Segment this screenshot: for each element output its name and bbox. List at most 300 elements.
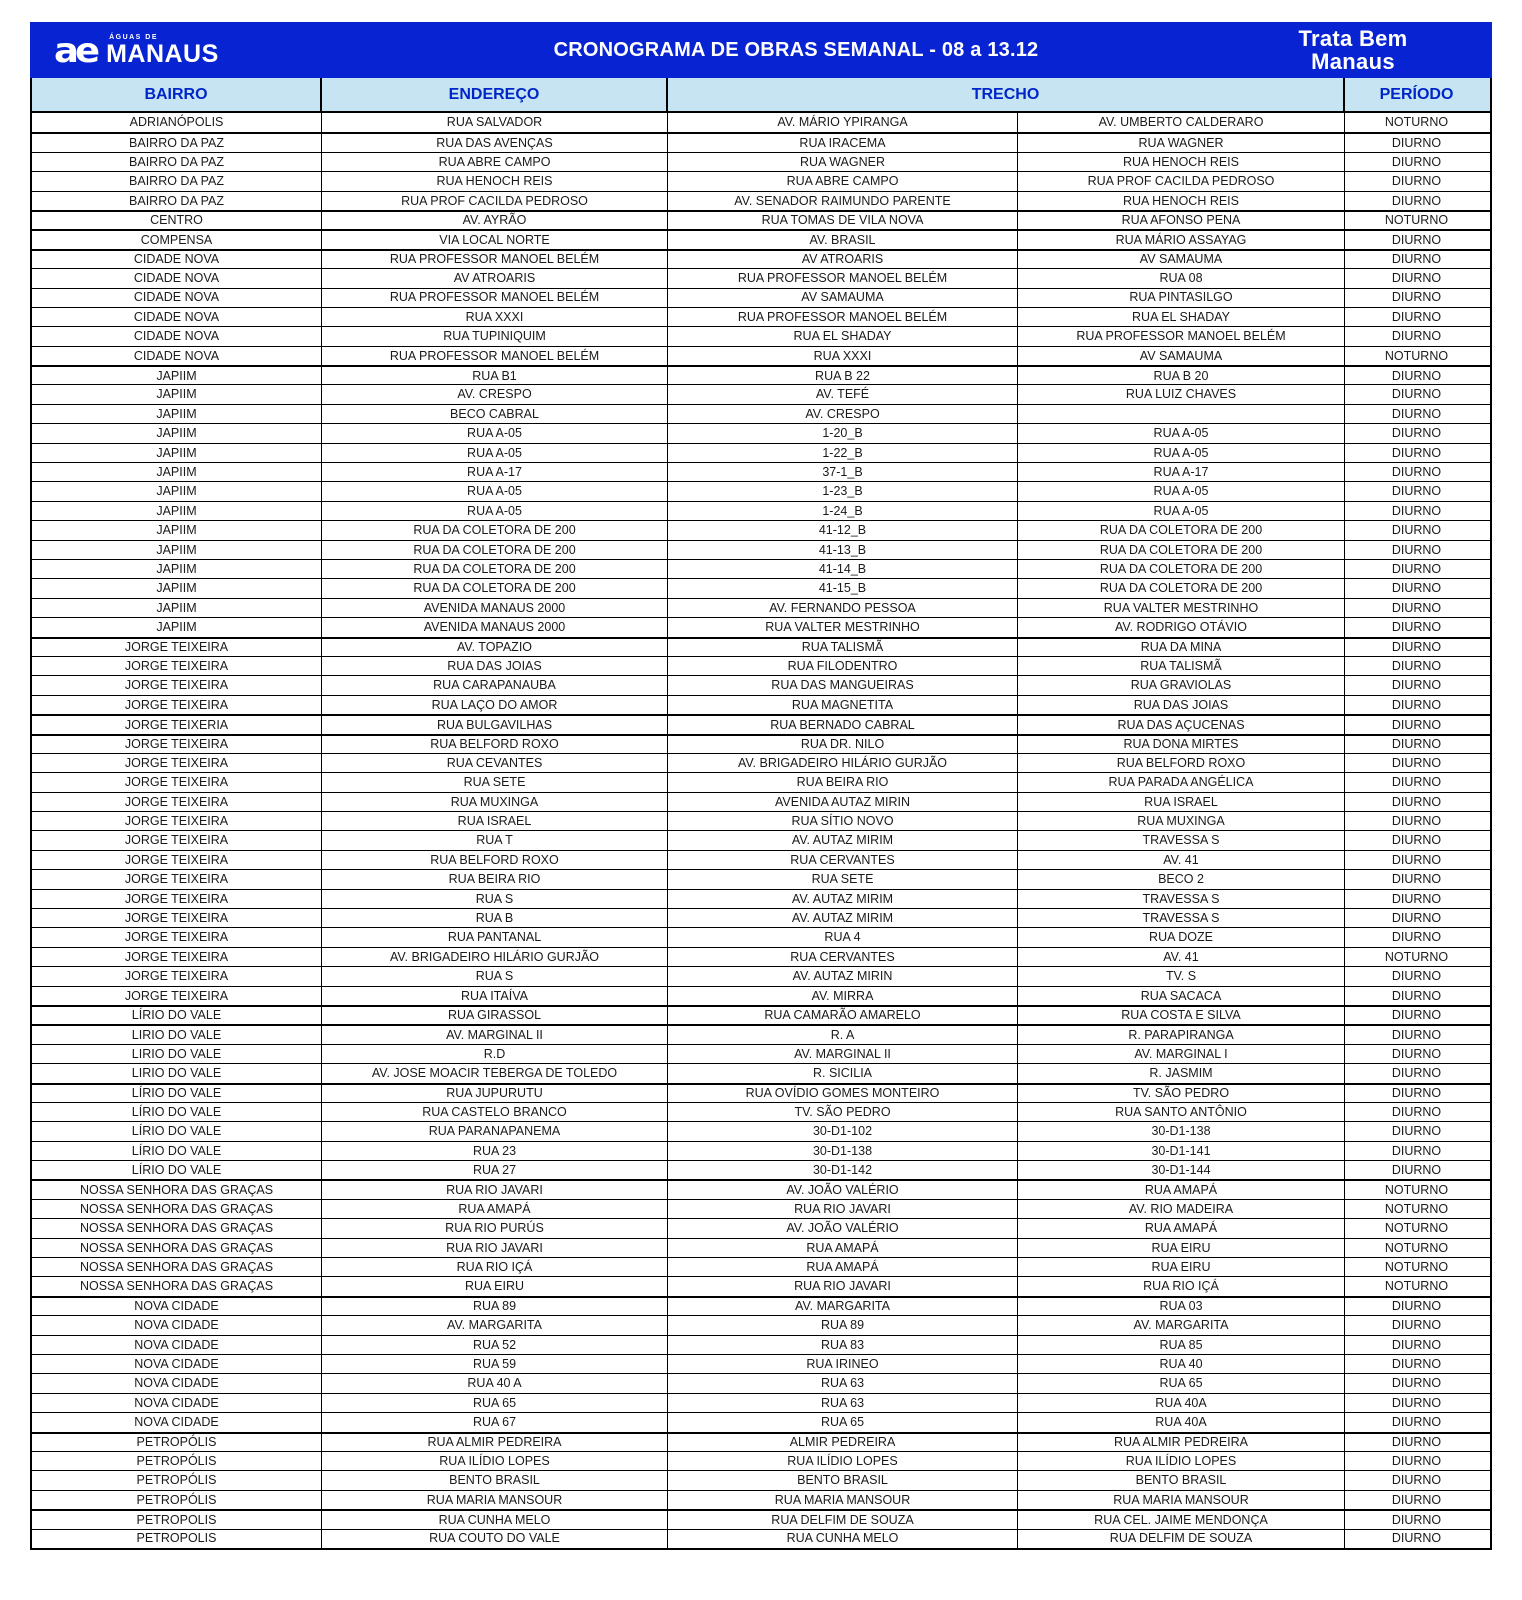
cell-periodo: DIURNO — [1391, 406, 1442, 421]
cell-periodo: DIURNO — [1391, 329, 1442, 344]
cell-periodo: DIURNO — [1391, 271, 1442, 286]
cell-trecho-from: RUA IRACEMA — [668, 134, 1018, 151]
cell-trecho-from: RUA SÍTIO NOVO — [668, 812, 1018, 830]
cell-trecho-to: RUA DA COLETORA DE 200 — [1018, 560, 1345, 578]
cell-endereco: RUA 89 — [322, 1298, 668, 1315]
cell-trecho-to: RUA VALTER MESTRINHO — [1018, 599, 1345, 617]
cell-endereco: RUA A-17 — [322, 463, 668, 481]
cell-trecho-to: RUA MÁRIO ASSAYAG — [1018, 231, 1345, 248]
cell-bairro: LIRIO DO VALE — [32, 1064, 322, 1082]
cell-trecho-to: RUA MUXINGA — [1018, 812, 1345, 830]
table-row — [32, 1470, 1490, 1489]
cell-endereco: RUA SETE — [322, 773, 668, 791]
cell-endereco: RUA BELFORD ROXO — [322, 851, 668, 869]
table-row — [32, 1373, 1490, 1392]
cell-endereco: RUA MARIA MANSOUR — [322, 1491, 668, 1509]
cell-bairro: NOVA CIDADE — [32, 1336, 322, 1354]
cell-bairro: JAPIIM — [32, 385, 322, 403]
table-row — [32, 1276, 1490, 1295]
cell-endereco: RUA AMAPÁ — [322, 1200, 668, 1218]
cell-periodo: DIURNO — [1391, 561, 1442, 576]
cell-endereco: RUA GIRASSOL — [322, 1007, 668, 1024]
cell-trecho-to: RUA BELFORD ROXO — [1018, 754, 1345, 772]
cell-trecho-to: RUA COSTA E SILVA — [1018, 1007, 1345, 1024]
cell-endereco: AVENIDA MANAUS 2000 — [322, 599, 668, 617]
table-header-row — [32, 78, 1490, 113]
cell-bairro: JORGE TEIXEIRA — [32, 676, 322, 694]
cell-bairro: JORGE TEIXEIRA — [32, 773, 322, 791]
cell-periodo: NOTURNO — [1384, 1201, 1449, 1216]
cell-periodo: DIURNO — [1391, 368, 1442, 383]
cell-bairro: JORGE TEIXEIRA — [32, 793, 322, 811]
cell-endereco: RUA LAÇO DO AMOR — [322, 696, 668, 714]
cell-trecho-to — [1018, 405, 1345, 423]
table-row — [32, 1199, 1490, 1218]
cell-trecho-to: R. JASMIM — [1018, 1064, 1345, 1082]
cell-periodo: DIURNO — [1391, 1356, 1442, 1371]
cell-periodo: DIURNO — [1391, 814, 1442, 828]
table-row — [32, 889, 1490, 908]
table-row — [32, 268, 1490, 287]
cell-periodo: DIURNO — [1391, 1415, 1442, 1430]
cell-endereco: RUA DA COLETORA DE 200 — [322, 579, 668, 597]
cell-periodo: DIURNO — [1391, 1066, 1442, 1081]
cell-endereco: RUA ABRE CAMPO — [322, 153, 668, 171]
cell-trecho-to: RUA A-05 — [1018, 482, 1345, 500]
cell-trecho-to: BENTO BRASIL — [1018, 1471, 1345, 1489]
cell-trecho-to: RUA 40A — [1018, 1413, 1345, 1431]
table-row — [32, 1509, 1490, 1528]
table-row — [32, 1335, 1490, 1354]
cell-trecho-to: RUA PINTASILGO — [1018, 289, 1345, 307]
cell-trecho-to: RUA AMAPÁ — [1018, 1219, 1345, 1237]
table-row — [32, 171, 1490, 190]
cell-bairro: LIRIO DO VALE — [32, 1026, 322, 1043]
cell-trecho-from: AV. CRESPO — [668, 405, 1018, 423]
cell-endereco: RUA 67 — [322, 1413, 668, 1431]
table-row — [32, 384, 1490, 403]
cell-endereco: RUA EIRU — [322, 1277, 668, 1295]
cell-trecho-from: 1-24_B — [668, 502, 1018, 520]
cell-trecho-to: RUA A-05 — [1018, 502, 1345, 520]
cell-endereco: RUA 27 — [322, 1161, 668, 1179]
table-row — [32, 1141, 1490, 1160]
cell-endereco: AV. AYRÃO — [322, 212, 668, 229]
cell-trecho-from: 41-13_B — [668, 541, 1018, 559]
cell-bairro: NOVA CIDADE — [32, 1298, 322, 1315]
cell-trecho-from: RUA WAGNER — [668, 153, 1018, 171]
table-row — [32, 811, 1490, 830]
cell-trecho-to: RUA 65 — [1018, 1374, 1345, 1392]
cell-trecho-to: RUA A-05 — [1018, 424, 1345, 442]
cell-bairro: JORGE TEIXEIRA — [32, 928, 322, 946]
table-row — [32, 947, 1490, 966]
cell-trecho-to: RUA HENOCH REIS — [1018, 192, 1345, 210]
cell-periodo: DIURNO — [1391, 1473, 1442, 1488]
cell-bairro: JAPIIM — [32, 618, 322, 636]
cell-bairro: CIDADE NOVA — [32, 251, 322, 268]
cell-periodo: DIURNO — [1391, 193, 1442, 208]
cell-trecho-to: RUA LUIZ CHAVES — [1018, 385, 1345, 403]
cell-trecho-to: AV SAMAUMA — [1018, 251, 1345, 268]
table-row — [32, 792, 1490, 811]
cell-endereco: AV. JOSE MOACIR TEBERGA DE TOLEDO — [322, 1064, 668, 1082]
cell-periodo: DIURNO — [1391, 988, 1442, 1003]
cell-trecho-to: RUA MARIA MANSOUR — [1018, 1491, 1345, 1509]
table-row — [32, 152, 1490, 171]
table-row — [32, 1044, 1490, 1063]
cell-periodo: DIURNO — [1391, 833, 1442, 848]
cell-bairro: JORGE TEIXEIRA — [32, 967, 322, 985]
table-row — [32, 966, 1490, 985]
cell-endereco: RUA A-05 — [322, 502, 668, 520]
cell-bairro: CIDADE NOVA — [32, 308, 322, 326]
cell-trecho-from: 30-D1-138 — [668, 1142, 1018, 1160]
cell-trecho-from: RUA VALTER MESTRINHO — [668, 618, 1018, 636]
cell-endereco: RUA TUPINIQUIM — [322, 327, 668, 345]
cell-periodo: DIURNO — [1391, 1512, 1442, 1527]
cell-trecho-from: RUA PROFESSOR MANOEL BELÉM — [668, 269, 1018, 287]
cell-trecho-from: RUA DAS MANGUEIRAS — [668, 676, 1018, 694]
table-row — [32, 1160, 1490, 1179]
cell-endereco: RUA MUXINGA — [322, 793, 668, 811]
cell-trecho-from: AV SAMAUMA — [668, 289, 1018, 307]
cell-endereco: RUA A-05 — [322, 424, 668, 442]
cell-bairro: CIDADE NOVA — [32, 269, 322, 287]
cell-periodo: DIURNO — [1391, 464, 1442, 479]
cell-trecho-from: AV. TEFÉ — [668, 385, 1018, 403]
cell-trecho-from: AVENIDA AUTAZ MIRIN — [668, 793, 1018, 811]
cell-trecho-from: AV. BRASIL — [668, 231, 1018, 248]
cell-trecho-from: RUA ABRE CAMPO — [668, 172, 1018, 190]
trata-bem-manaus-logo — [1238, 27, 1468, 73]
cell-bairro: BAIRRO DA PAZ — [32, 172, 322, 190]
column-header-periodo: PERÍODO — [1379, 85, 1454, 103]
cell-trecho-to: RUA DAS AÇUCENAS — [1018, 716, 1345, 733]
cell-periodo: DIURNO — [1391, 1453, 1442, 1468]
cell-periodo: DIURNO — [1391, 387, 1442, 402]
cell-periodo: NOTURNO — [1384, 348, 1449, 363]
cell-trecho-to: AV. MARGARITA — [1018, 1316, 1345, 1334]
cell-endereco: RUA ALMIR PEDREIRA — [322, 1434, 668, 1451]
cell-trecho-to: TV. SÃO PEDRO — [1018, 1085, 1345, 1102]
cell-periodo: DIURNO — [1391, 426, 1442, 441]
cell-trecho-to: RUA WAGNER — [1018, 134, 1345, 151]
cell-bairro: NOVA CIDADE — [32, 1374, 322, 1392]
cell-trecho-from: 41-14_B — [668, 560, 1018, 578]
cell-trecho-to: RUA DELFIM DE SOUZA — [1018, 1530, 1345, 1548]
cell-bairro: JAPIIM — [32, 579, 322, 597]
cell-periodo: NOTURNO — [1384, 949, 1449, 964]
cell-periodo: NOTURNO — [1384, 1279, 1449, 1294]
cell-trecho-from: RUA TOMAS DE VILA NOVA — [668, 212, 1018, 229]
table-row — [32, 540, 1490, 559]
table-row — [32, 1005, 1490, 1024]
cell-trecho-to: TRAVESSA S — [1018, 890, 1345, 908]
cell-trecho-from: AV. BRIGADEIRO HILÁRIO GURJÃO — [668, 754, 1018, 772]
cell-trecho-to: RUA EIRU — [1018, 1239, 1345, 1257]
cell-trecho-from: RUA MAGNETITA — [668, 696, 1018, 714]
cell-periodo: DIURNO — [1391, 1492, 1442, 1507]
cell-endereco: RUA CUNHA MELO — [322, 1511, 668, 1528]
cell-periodo: DIURNO — [1391, 1046, 1442, 1061]
cell-bairro: JAPIIM — [32, 405, 322, 423]
cell-bairro: LÍRIO DO VALE — [32, 1122, 322, 1140]
cell-periodo: DIURNO — [1391, 930, 1442, 945]
cell-endereco: AV. CRESPO — [322, 385, 668, 403]
cell-periodo: DIURNO — [1391, 445, 1442, 460]
cell-trecho-from: 41-12_B — [668, 521, 1018, 539]
cell-bairro: JORGE TEIXEIRA — [32, 754, 322, 772]
cell-bairro: NOSSA SENHORA DAS GRAÇAS — [32, 1200, 322, 1218]
cell-bairro: JORGE TEIXEIRA — [32, 812, 322, 830]
cell-endereco: VIA LOCAL NORTE — [322, 231, 668, 248]
table-row — [32, 210, 1490, 229]
cell-bairro: NOSSA SENHORA DAS GRAÇAS — [32, 1277, 322, 1295]
cell-endereco: RUA SALVADOR — [322, 113, 668, 132]
cell-trecho-to: RUA PROF CACILDA PEDROSO — [1018, 172, 1345, 190]
cell-trecho-to: RUA DA COLETORA DE 200 — [1018, 579, 1345, 597]
cell-bairro: JORGE TEIXEIRA — [32, 987, 322, 1005]
table-row — [32, 1393, 1490, 1412]
cell-trecho-to: RUA DONA MIRTES — [1018, 736, 1345, 753]
cell-periodo: NOTURNO — [1384, 213, 1449, 228]
cell-trecho-to: RUA GRAVIOLAS — [1018, 676, 1345, 694]
brand-small-label: ÁGUAS DE — [109, 33, 159, 41]
cell-trecho-to: RUA A-17 — [1018, 463, 1345, 481]
cell-periodo: DIURNO — [1391, 1143, 1442, 1158]
cell-bairro: JORGE TEIXEIRA — [32, 831, 322, 849]
cell-endereco: RUA DA COLETORA DE 200 — [322, 521, 668, 539]
cell-periodo: DIURNO — [1391, 1008, 1442, 1023]
table-row — [32, 617, 1490, 636]
cell-bairro: JORGE TEIXEIRA — [32, 909, 322, 927]
cell-bairro: NOSSA SENHORA DAS GRAÇAS — [32, 1181, 322, 1198]
cell-trecho-from: AV ATROARIS — [668, 251, 1018, 268]
cell-trecho-from: RUA 4 — [668, 928, 1018, 946]
cell-periodo: DIURNO — [1391, 736, 1442, 751]
cell-endereco: RUA DAS JOIAS — [322, 657, 668, 675]
table-row — [32, 1296, 1490, 1315]
tagline-line1: Trata Bem — [1298, 25, 1408, 51]
cell-periodo: DIURNO — [1391, 891, 1442, 906]
cell-trecho-from: RUA IRINEO — [668, 1355, 1018, 1373]
cell-endereco: RUA BEIRA RIO — [322, 870, 668, 888]
cell-trecho-from: RUA SETE — [668, 870, 1018, 888]
table-row — [32, 229, 1490, 248]
cell-endereco: RUA PANTANAL — [322, 928, 668, 946]
cell-trecho-to: R. PARAPIRANGA — [1018, 1026, 1345, 1043]
table-row — [32, 481, 1490, 500]
cell-trecho-from: 41-15_B — [668, 579, 1018, 597]
cell-trecho-to: BECO 2 — [1018, 870, 1345, 888]
cell-bairro: JAPIIM — [32, 367, 322, 384]
cell-trecho-from: RUA AMAPÁ — [668, 1258, 1018, 1276]
cell-trecho-to: RUA DOZE — [1018, 928, 1345, 946]
cell-trecho-to: AV. RIO MADEIRA — [1018, 1200, 1345, 1218]
cell-periodo: DIURNO — [1391, 523, 1442, 538]
cell-endereco: RUA BULGAVILHAS — [322, 716, 668, 733]
cell-endereco: RUA PROFESSOR MANOEL BELÉM — [322, 251, 668, 268]
cell-bairro: JORGE TEIXEIRA — [32, 639, 322, 656]
cell-trecho-from: RUA 89 — [668, 1316, 1018, 1334]
brand-name: MANAUS — [106, 39, 219, 68]
cell-trecho-to: RUA AFONSO PENA — [1018, 212, 1345, 229]
table-row — [32, 1063, 1490, 1082]
table-row — [32, 1083, 1490, 1102]
table-row — [32, 559, 1490, 578]
cell-trecho-to: RUA ALMIR PEDREIRA — [1018, 1434, 1345, 1451]
table-row — [32, 578, 1490, 597]
cell-endereco: BECO CABRAL — [322, 405, 668, 423]
cell-trecho-from: RUA CERVANTES — [668, 851, 1018, 869]
table-body — [32, 113, 1490, 1548]
cell-bairro: JAPIIM — [32, 521, 322, 539]
cell-periodo: DIURNO — [1391, 658, 1442, 673]
cell-periodo: DIURNO — [1391, 1104, 1442, 1119]
table-row — [32, 326, 1490, 345]
schedule-sheet — [30, 22, 1492, 1550]
cell-trecho-to: RUA SACACA — [1018, 987, 1345, 1005]
table-row — [32, 1179, 1490, 1198]
cell-endereco: RUA RIO JAVARI — [322, 1239, 668, 1257]
table-row — [32, 1432, 1490, 1451]
column-header-bairro: BAIRRO — [32, 78, 322, 111]
cell-endereco: RUA ISRAEL — [322, 812, 668, 830]
cell-endereco: RUA DAS AVENÇAS — [322, 134, 668, 151]
table-row — [32, 132, 1490, 151]
cell-periodo: DIURNO — [1391, 252, 1442, 267]
cell-periodo: DIURNO — [1391, 1299, 1442, 1314]
table-row — [32, 1238, 1490, 1257]
cell-periodo: DIURNO — [1391, 697, 1442, 712]
cell-periodo: DIURNO — [1391, 620, 1442, 635]
cell-bairro: PETROPÓLIS — [32, 1471, 322, 1489]
table-row — [32, 288, 1490, 307]
cell-trecho-from: RUA DR. NILO — [668, 736, 1018, 753]
cell-bairro: LÍRIO DO VALE — [32, 1142, 322, 1160]
cell-trecho-to: RUA EIRU — [1018, 1258, 1345, 1276]
cell-trecho-from: RUA ILÍDIO LOPES — [668, 1452, 1018, 1470]
table-row — [32, 443, 1490, 462]
cell-periodo: DIURNO — [1391, 910, 1442, 925]
table-row — [32, 1490, 1490, 1509]
cell-trecho-from: AV. MÁRIO YPIRANGA — [668, 113, 1018, 132]
cell-endereco: RUA A-05 — [322, 444, 668, 462]
cell-trecho-to: RUA TALISMÃ — [1018, 657, 1345, 675]
cell-trecho-to: AV. 41 — [1018, 851, 1345, 869]
cell-periodo: DIURNO — [1391, 717, 1442, 732]
cell-endereco: RUA RIO JAVARI — [322, 1181, 668, 1198]
cell-trecho-to: RUA 08 — [1018, 269, 1345, 287]
cell-periodo: DIURNO — [1391, 1085, 1442, 1100]
cell-trecho-from: RUA BERNADO CABRAL — [668, 716, 1018, 733]
table-row — [32, 191, 1490, 210]
cell-trecho-from: ALMIR PEDREIRA — [668, 1434, 1018, 1451]
cell-endereco: RUA XXXI — [322, 308, 668, 326]
cell-bairro: CENTRO — [32, 212, 322, 229]
cell-bairro: PETROPÓLIS — [32, 1491, 322, 1509]
schedule-table — [30, 78, 1492, 1550]
cell-bairro: LÍRIO DO VALE — [32, 1085, 322, 1102]
cell-trecho-to: RUA DA COLETORA DE 200 — [1018, 541, 1345, 559]
cell-trecho-from: RUA XXXI — [668, 347, 1018, 365]
cell-trecho-from: RUA 63 — [668, 1374, 1018, 1392]
cell-trecho-from: RUA EL SHADAY — [668, 327, 1018, 345]
cell-bairro: CIDADE NOVA — [32, 347, 322, 365]
cell-trecho-from: 37-1_B — [668, 463, 1018, 481]
table-row — [32, 365, 1490, 384]
cell-bairro: LÍRIO DO VALE — [32, 1161, 322, 1179]
cell-periodo: DIURNO — [1391, 794, 1442, 809]
column-header-trecho: TRECHO — [668, 78, 1345, 111]
cell-periodo: DIURNO — [1391, 1531, 1442, 1546]
cell-trecho-from: AV. MARGARITA — [668, 1298, 1018, 1315]
cell-bairro: NOVA CIDADE — [32, 1355, 322, 1373]
cell-trecho-from: RUA 65 — [668, 1413, 1018, 1431]
cell-periodo: DIURNO — [1391, 154, 1442, 169]
cell-trecho-to: RUA DA MINA — [1018, 639, 1345, 656]
table-row — [32, 734, 1490, 753]
page-title: CRONOGRAMA DE OBRAS SEMANAL - 08 a 13.12 — [553, 38, 1039, 61]
cell-bairro: PETROPÓLIS — [32, 1434, 322, 1451]
cell-periodo: DIURNO — [1391, 542, 1442, 557]
cell-bairro: JORGE TEIXERIA — [32, 716, 322, 733]
cell-endereco: RUA 40 A — [322, 1374, 668, 1392]
cell-periodo: DIURNO — [1391, 775, 1442, 790]
cell-periodo: DIURNO — [1391, 174, 1442, 189]
cell-trecho-to: TRAVESSA S — [1018, 831, 1345, 849]
cell-endereco: RUA S — [322, 967, 668, 985]
cell-periodo: DIURNO — [1391, 309, 1442, 324]
table-row — [32, 753, 1490, 772]
column-header-endereco: ENDEREÇO — [322, 78, 668, 111]
cell-periodo: DIURNO — [1391, 1163, 1442, 1178]
table-row — [32, 637, 1490, 656]
cell-trecho-to: 30-D1-144 — [1018, 1161, 1345, 1179]
table-row — [32, 1451, 1490, 1470]
cell-endereco: R.D — [322, 1045, 668, 1063]
cell-bairro: JORGE TEIXEIRA — [32, 890, 322, 908]
cell-bairro: PETROPOLIS — [32, 1511, 322, 1528]
cell-trecho-to: RUA 40A — [1018, 1394, 1345, 1412]
table-row — [32, 850, 1490, 869]
cell-trecho-from: AV. AUTAZ MIRIM — [668, 890, 1018, 908]
cell-bairro: JORGE TEIXEIRA — [32, 851, 322, 869]
cell-trecho-to: TRAVESSA S — [1018, 909, 1345, 927]
cell-trecho-to: RUA 40 — [1018, 1355, 1345, 1373]
cell-endereco: AV. MARGARITA — [322, 1316, 668, 1334]
cell-trecho-from: BENTO BRASIL — [668, 1471, 1018, 1489]
cell-bairro: JORGE TEIXEIRA — [32, 736, 322, 753]
table-row — [32, 1315, 1490, 1334]
cell-trecho-to: RUA HENOCH REIS — [1018, 153, 1345, 171]
cell-trecho-from: AV. MARGINAL II — [668, 1045, 1018, 1063]
cell-endereco: RUA PROFESSOR MANOEL BELÉM — [322, 347, 668, 365]
table-row — [32, 423, 1490, 442]
cell-endereco: RUA S — [322, 890, 668, 908]
cell-bairro: JORGE TEIXEIRA — [32, 696, 322, 714]
table-row — [32, 869, 1490, 888]
cell-trecho-from: R. A — [668, 1026, 1018, 1043]
cell-trecho-to: RUA RIO IÇÁ — [1018, 1277, 1345, 1295]
cell-trecho-from: AV. AUTAZ MIRIM — [668, 831, 1018, 849]
cell-periodo: DIURNO — [1391, 1337, 1442, 1352]
cell-trecho-from: RUA MARIA MANSOUR — [668, 1491, 1018, 1509]
cell-endereco: RUA COUTO DO VALE — [322, 1530, 668, 1548]
cell-trecho-from: RUA AMAPÁ — [668, 1239, 1018, 1257]
cell-periodo: DIURNO — [1391, 290, 1442, 305]
